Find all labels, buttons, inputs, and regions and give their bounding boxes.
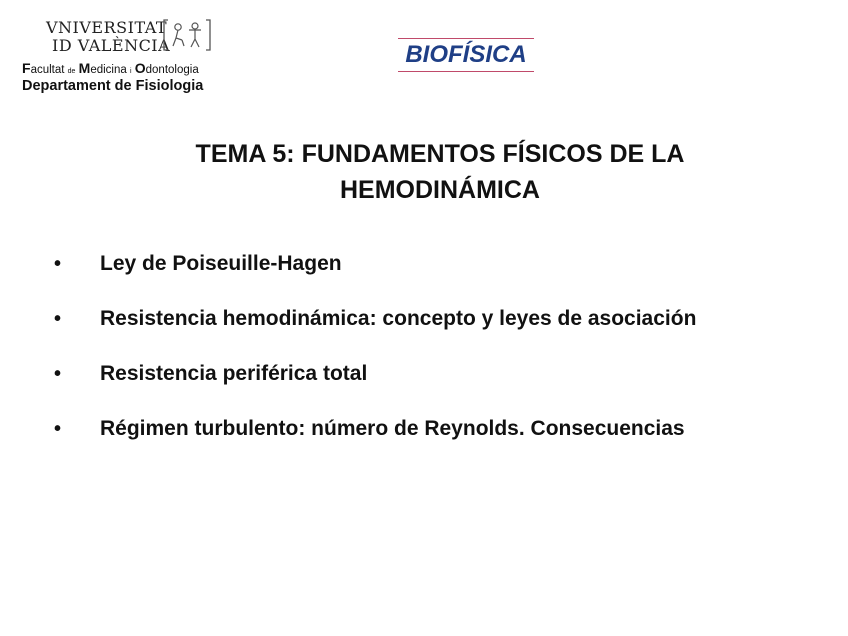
bullet-icon: • bbox=[54, 253, 62, 275]
topic-title bbox=[90, 136, 790, 208]
list-item bbox=[54, 356, 834, 411]
bullet-text: Ley de Poiseuille-Hagen bbox=[100, 252, 342, 275]
university-emblem-icon bbox=[162, 18, 212, 52]
faculty-word-1: acultat bbox=[30, 64, 65, 76]
list-item bbox=[54, 411, 834, 466]
faculty-connector-de: de bbox=[67, 68, 76, 75]
university-name-line1: VNIVERSITAT bbox=[46, 18, 168, 37]
university-logo bbox=[22, 14, 242, 100]
department-name: Departament de Fisiologia bbox=[22, 78, 204, 94]
course-title-block bbox=[396, 38, 536, 72]
course-title-bottom-rule bbox=[398, 71, 534, 72]
university-name-line2: ID VALÈNCIA bbox=[52, 36, 171, 55]
bullet-text: Régimen turbulento: número de Reynolds. Consecuencias bbox=[100, 417, 685, 440]
topic-title-line2: HEMODINÁMICA bbox=[340, 176, 540, 204]
faculty-name bbox=[22, 60, 199, 76]
course-title: BIOFÍSICA bbox=[405, 41, 527, 68]
topic-title-line1: TEMA 5: FUNDAMENTOS FÍSICOS DE LA bbox=[195, 140, 685, 168]
list-item bbox=[54, 301, 834, 356]
faculty-initial-f: F bbox=[22, 60, 31, 76]
faculty-word-2: edicina bbox=[90, 64, 127, 76]
list-item bbox=[54, 246, 834, 301]
topic-bullet-list bbox=[54, 246, 834, 466]
faculty-connector-i: i bbox=[129, 68, 132, 75]
bullet-text: Resistencia periférica total bbox=[100, 362, 368, 385]
bullet-icon: • bbox=[54, 308, 62, 330]
bullet-icon: • bbox=[54, 418, 62, 440]
faculty-initial-o: O bbox=[134, 60, 146, 76]
bullet-text: Resistencia hemodinámica: concepto y leyes de asociación bbox=[100, 307, 697, 330]
faculty-initial-m: M bbox=[78, 60, 91, 76]
bullet-icon: • bbox=[54, 363, 62, 385]
faculty-word-3: dontologia bbox=[145, 64, 199, 76]
